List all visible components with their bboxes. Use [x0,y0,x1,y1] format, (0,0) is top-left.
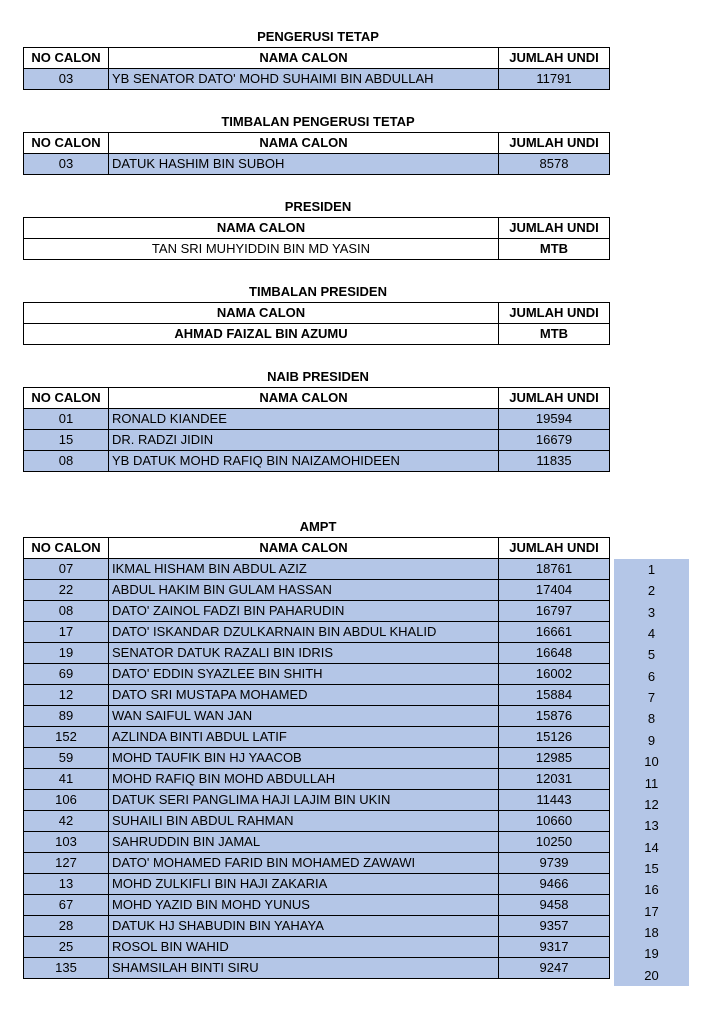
candidate-name: ROSOL BIN WAHID [109,937,499,958]
vote-count: 15876 [499,706,610,727]
table-row [24,937,610,958]
rank-number: 12 [644,796,659,812]
candidate-number: 59 [24,748,109,769]
table-row [24,895,610,916]
rank-number: 18 [644,924,659,940]
header-nama-calon: NAMA CALON [109,133,499,154]
candidate-number: 135 [24,958,109,979]
vote-count: 16797 [499,601,610,622]
candidate-name: YB SENATOR DATO' MOHD SUHAIMI BIN ABDULLAH [109,69,499,90]
header-jumlah-undi: JUMLAH UNDI [499,538,610,559]
vote-count: 11791 [499,69,610,90]
table-row [24,748,610,769]
table-timbalan-presiden [23,302,610,345]
table-pengerusi-tetap [23,47,610,90]
table-row [24,664,610,685]
candidate-number: 106 [24,790,109,811]
candidate-number: 28 [24,916,109,937]
header-no-calon: NO CALON [24,538,109,559]
rank-number: 16 [644,882,659,898]
rank-number: 4 [647,626,656,642]
candidate-name: IKMAL HISHAM BIN ABDUL AZIZ [109,559,499,580]
candidate-number: 25 [24,937,109,958]
vote-count: 12031 [499,769,610,790]
rank-number: 1 [647,562,656,577]
rank-number: 5 [647,647,656,663]
candidate-name: MOHD TAUFIK BIN HJ YAACOB [109,748,499,769]
header-jumlah-undi: JUMLAH UNDI [499,303,610,324]
candidate-name: MOHD YAZID BIN MOHD YUNUS [109,895,499,916]
table-row [24,853,610,874]
candidate-number: 13 [24,874,109,895]
vote-status: MTB [499,324,610,345]
rank-number: 8 [647,711,656,727]
rank-number: 20 [644,967,659,983]
candidate-name: SENATOR DATUK RAZALI BIN IDRIS [109,643,499,664]
candidate-number: 41 [24,769,109,790]
vote-count: 16002 [499,664,610,685]
candidate-number: 03 [24,154,109,175]
header-nama-calon: NAMA CALON [109,538,499,559]
candidate-name: YB DATUK MOHD RAFIQ BIN NAIZAMOHIDEEN [109,451,499,472]
candidate-name: DATUK HJ SHABUDIN BIN YAHAYA [109,916,499,937]
vote-count: 16679 [499,430,610,451]
header-nama-calon: NAMA CALON [24,218,499,239]
candidate-name: AZLINDA BINTI ABDUL LATIF [109,727,499,748]
header-nama-calon: NAMA CALON [24,303,499,324]
vote-count: 9357 [499,916,610,937]
section-title-timbalan-pengerusi-tetap: TIMBALAN PENGERUSI TETAP [221,114,415,129]
vote-count: 19594 [499,409,610,430]
candidate-name: ABDUL HAKIM BIN GULAM HASSAN [109,580,499,601]
header-jumlah-undi: JUMLAH UNDI [499,133,610,154]
vote-count: 16661 [499,622,610,643]
candidate-name: DATUK HASHIM BIN SUBOH [109,154,499,175]
section-title-timbalan-presiden: TIMBALAN PRESIDEN [249,284,387,299]
candidate-number: 89 [24,706,109,727]
section-title-pengerusi-tetap: PENGERUSI TETAP [257,29,379,44]
rank-number: 2 [647,583,656,599]
rank-number: 3 [647,604,656,620]
table-row [24,451,610,472]
vote-count: 10660 [499,811,610,832]
rank-number: 6 [647,668,656,684]
vote-count: 11835 [499,451,610,472]
vote-count: 9247 [499,958,610,979]
vote-status: MTB [499,239,610,260]
table-row [24,790,610,811]
header-jumlah-undi: JUMLAH UNDI [499,48,610,69]
table-row [24,685,610,706]
candidate-number: 08 [24,451,109,472]
candidate-name: TAN SRI MUHYIDDIN BIN MD YASIN [24,239,499,260]
table-row [24,811,610,832]
candidate-number: 127 [24,853,109,874]
candidate-number: 12 [24,685,109,706]
vote-count: 18761 [499,559,610,580]
candidate-name: DATO' MOHAMED FARID BIN MOHAMED ZAWAWI [109,853,499,874]
table-row [24,601,610,622]
table-row [24,409,610,430]
table-naib-presiden [23,387,610,472]
table-row [24,580,610,601]
table-row [24,832,610,853]
candidate-name: MOHD RAFIQ BIN MOHD ABDULLAH [109,769,499,790]
rank-number: 15 [644,860,659,876]
table-row [24,958,610,979]
candidate-name: DATO SRI MUSTAPA MOHAMED [109,685,499,706]
candidate-number: 08 [24,601,109,622]
header-no-calon: NO CALON [24,388,109,409]
candidate-number: 03 [24,69,109,90]
candidate-name: DATO' ISKANDAR DZULKARNAIN BIN ABDUL KHALID [109,622,499,643]
candidate-number: 07 [24,559,109,580]
rank-number: 10 [644,754,659,770]
candidate-name: SUHAILI BIN ABDUL RAHMAN [109,811,499,832]
table-row [24,154,610,175]
vote-count: 9458 [499,895,610,916]
candidate-number: 103 [24,832,109,853]
vote-count: 12985 [499,748,610,769]
table-row [24,916,610,937]
candidate-name: RONALD KIANDEE [109,409,499,430]
candidate-number: 152 [24,727,109,748]
section-title-presiden: PRESIDEN [284,199,352,214]
header-jumlah-undi: JUMLAH UNDI [499,218,610,239]
vote-count: 10250 [499,832,610,853]
table-presiden [23,217,610,260]
table-timbalan-pengerusi-tetap [23,132,610,175]
rank-number: 17 [644,903,659,919]
candidate-number: 19 [24,643,109,664]
candidate-name: DATO' ZAINOL FADZI BIN PAHARUDIN [109,601,499,622]
candidate-name: DATO' EDDIN SYAZLEE BIN SHITH [109,664,499,685]
rank-number: 13 [644,818,659,834]
vote-count: 16648 [499,643,610,664]
table-row [24,622,610,643]
vote-count: 9317 [499,937,610,958]
vote-count: 9466 [499,874,610,895]
candidate-name: MOHD ZULKIFLI BIN HAJI ZAKARIA [109,874,499,895]
vote-count: 15126 [499,727,610,748]
section-title-naib-presiden: NAIB PRESIDEN [267,369,369,384]
table-row [24,727,610,748]
rank-number: 7 [647,690,656,706]
table-row [24,874,610,895]
section-title-ampt: AMPT [299,519,337,534]
table-row [24,559,610,580]
table-row [24,430,610,451]
candidate-number: 15 [24,430,109,451]
candidate-number: 69 [24,664,109,685]
candidate-number: 01 [24,409,109,430]
table-row [24,706,610,727]
candidate-number: 67 [24,895,109,916]
candidate-name: AHMAD FAIZAL BIN AZUMU [24,324,499,345]
candidate-number: 22 [24,580,109,601]
candidate-number: 17 [24,622,109,643]
vote-count: 15884 [499,685,610,706]
vote-count: 11443 [499,790,610,811]
rank-number: 19 [644,946,659,962]
table-row [24,643,610,664]
table-row [24,324,610,345]
vote-count: 9739 [499,853,610,874]
rank-number: 14 [644,839,659,855]
header-nama-calon: NAMA CALON [109,388,499,409]
header-jumlah-undi: JUMLAH UNDI [499,388,610,409]
rank-number: 11 [644,775,659,791]
candidate-name: DR. RADZI JIDIN [109,430,499,451]
candidate-name: SHAMSILAH BINTI SIRU [109,958,499,979]
rank-number: 9 [647,732,656,748]
candidate-name: SAHRUDDIN BIN JAMAL [109,832,499,853]
vote-count: 8578 [499,154,610,175]
vote-count: 17404 [499,580,610,601]
header-nama-calon: NAMA CALON [109,48,499,69]
table-row [24,69,610,90]
candidate-name: DATUK SERI PANGLIMA HAJI LAJIM BIN UKIN [109,790,499,811]
table-ampt [23,537,610,979]
table-row [24,239,610,260]
candidate-number: 42 [24,811,109,832]
header-no-calon: NO CALON [24,133,109,154]
header-no-calon: NO CALON [24,48,109,69]
table-row [24,769,610,790]
candidate-name: WAN SAIFUL WAN JAN [109,706,499,727]
